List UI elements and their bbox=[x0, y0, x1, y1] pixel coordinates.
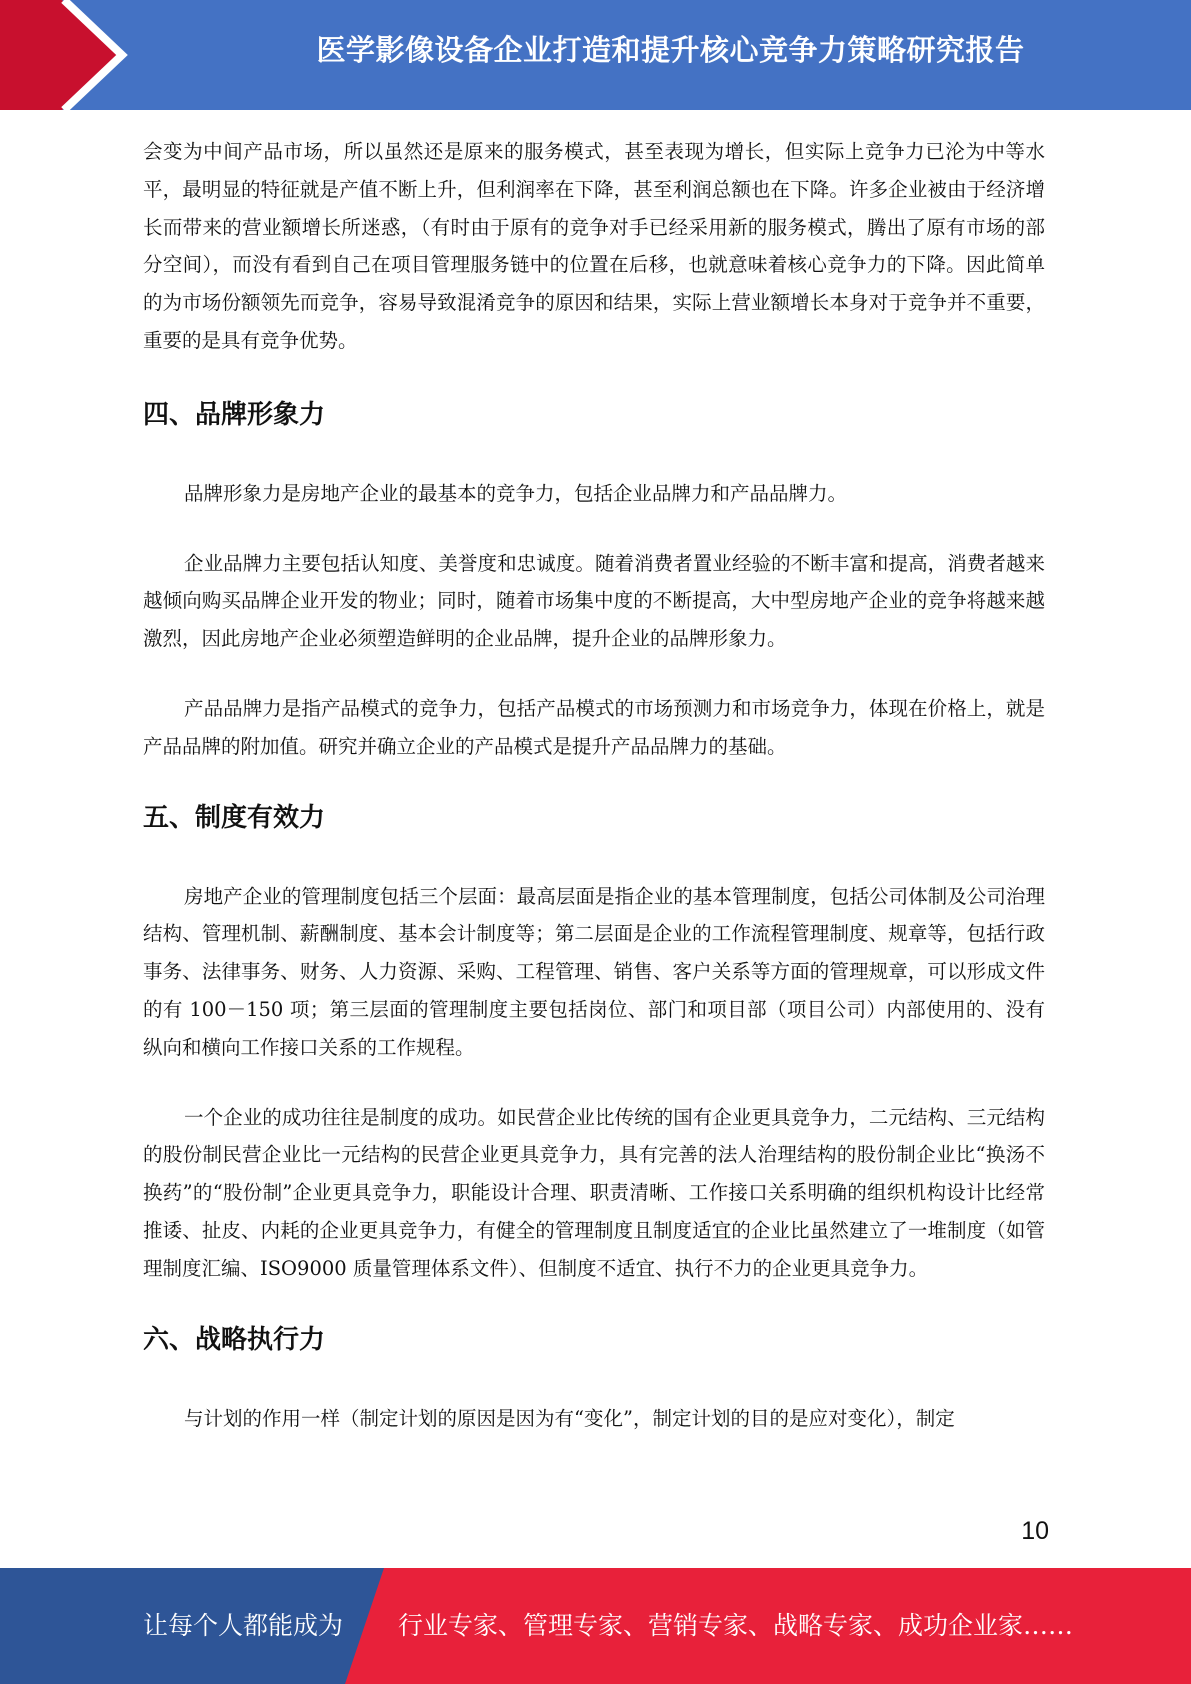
paragraph: 品牌形象力是房地产企业的最基本的竞争力，包括企业品牌力和产品品牌力。 bbox=[184, 481, 848, 505]
paragraph: 房地产企业的管理制度包括三个层面：最高层面是指企业的基本管理制度，包括公司体制及公司治理结构、管理机制、薪酬制度、基本会计制度等；第二层面是企业的工作流程管理制度、规章等，包括行政事务、法律事务、财务、人力资源、采购、工程管理、销售、客户关系等方面的管理规章，可以形成文件的有 100－150 项；第三层面的管理制度主要包括岗位、部门和项目部（项目公司）内部使用的、没有纵向和横向工作接口关系的工作规程。 bbox=[143, 884, 1045, 1059]
section-heading-brand-image: 四、品牌形象力 bbox=[143, 399, 326, 430]
footer-slogan-right: 行业专家、管理专家、营销专家、战略专家、成功企业家…… bbox=[398, 1611, 1074, 1640]
section-heading-strategy-execution: 六、战略执行力 bbox=[143, 1324, 326, 1355]
paragraph-continued: 会变为中间产品市场，所以虽然还是原来的服务模式，甚至表现为增长，但实际上竞争力已沦为中等水平，最明显的特征就是产值不断上升，但利润率在下降，甚至利润总额也在下降。许多企业被由于经济增长而带来的营业额增长所迷惑，（有时由于原有的竞争对手已经采用新的服务模式，腾出了原有市场的部分空间），而没有看到自己在项目管理服务链中的位置在后移，也就意味着核心竞争力的下降。因此简单的为市场份额领先而竞争，容易导致混淆竞争的原因和结果，实际上营业额增长本身对于竞争并不重要，重要的是具有竞争优势。 bbox=[143, 140, 1045, 352]
section-heading-system-effectiveness: 五、制度有效力 bbox=[143, 802, 326, 833]
paragraph: 与计划的作用一样（制定计划的原因是因为有“变化”，制定计划的目的是应对变化），制定 bbox=[184, 1406, 955, 1430]
page-header bbox=[0, 0, 1191, 110]
page-number: 10 bbox=[1021, 1517, 1049, 1545]
footer-slogan-left: 让每个人都能成为 bbox=[143, 1611, 344, 1640]
paragraph: 一个企业的成功往往是制度的成功。如民营企业比传统的国有企业更具竞争力，二元结构、三元结构的股份制民营企业比一元结构的民营企业更具竞争力，具有完善的法人治理结构的股份制企业比“换汤不换药”的“股份制”企业更具竞争力，职能设计合理、职责清晰、工作接口关系明确的组织机构设计比经常推诿、扯皮、内耗的企业更具竞争力，有健全的管理制度且制度适宜的企业比虽然建立了一堆制度（如管理制度汇编、ISO9000 质量管理体系文件）、但制度不适宜、执行不力的企业更具竞争力。 bbox=[143, 1105, 1045, 1280]
report-title: 医学影像设备企业打造和提升核心竞争力策略研究报告 bbox=[316, 33, 1025, 67]
page-footer bbox=[0, 1568, 1191, 1684]
document-body bbox=[143, 133, 1045, 1437]
paragraph: 产品品牌力是指产品模式的竞争力，包括产品模式的市场预测力和市场竞争力，体现在价格上，就是产品品牌的附加值。研究并确立企业的产品模式是提升产品品牌力的基础。 bbox=[143, 696, 1045, 758]
paragraph: 企业品牌力主要包括认知度、美誉度和忠诚度。随着消费者置业经验的不断丰富和提高，消费者越来越倾向购买品牌企业开发的物业；同时，随着市场集中度的不断提高，大中型房地产企业的竞争将越来越激烈，因此房地产企业必须塑造鲜明的企业品牌，提升企业的品牌形象力。 bbox=[143, 551, 1045, 651]
header-chevron-decoration bbox=[0, 0, 160, 110]
